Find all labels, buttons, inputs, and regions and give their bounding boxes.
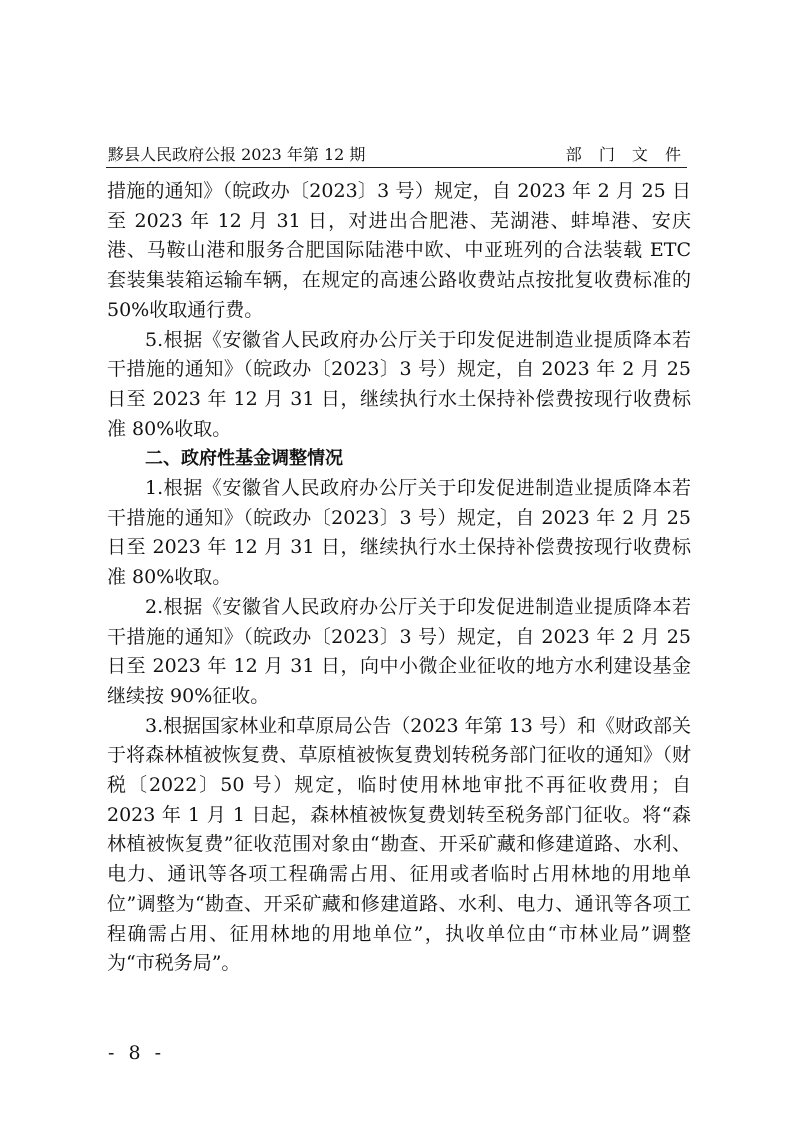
- paragraph-item-3: 3.根据国家林业和草原局公告（2023 年第 13 号）和《财政部关于将森林植被恢复费、草原植被恢复费划转税务部门征收的通知》（财税〔2022〕50 号）规定，临时使用林地审批不再征收费用；自 2023 年 1 月 1 日起，森林植被恢复费划转至税务部门征收。将“森林植被恢复费”征收范围对象由“勘查、开采矿藏和修建道路、水利、电力、通讯等各项工程确需占用、征用或者临时占用林地的用地单位”调整为“勘查、开采矿藏和修建道路、水利、电力、通讯等各项工程确需占用、征用林地的用地单位”，执收单位由“市林业局”调整为“市税务局”。: [107, 714, 691, 975]
- paragraph-item-1: 1.根据《安徽省人民政府办公厅关于印发促进制造业提质降本若干措施的通知》（皖政办〔2023〕3 号）规定，自 2023 年 2 月 25 日至 2023 年 12 月 31 日，继续执行水土保持补偿费按现行收费标准 80%收取。: [107, 477, 691, 589]
- section-heading-government-funds: 二、政府性基金调整情况: [145, 448, 343, 470]
- running-header: [108, 141, 687, 165]
- header-section-title: 部 门 文 件: [565, 145, 687, 164]
- document-body: [107, 177, 691, 979]
- page-number: - 8 -: [108, 1042, 166, 1064]
- paragraph-item-5: 5.根据《安徽省人民政府办公厅关于印发促进制造业提质降本若干措施的通知》（皖政办〔2023〕3 号）规定，自 2023 年 2 月 25 日至 2023 年 12 月 31 日，继续执行水土保持补偿费按现行收费标准 80%收取。: [107, 328, 691, 440]
- paragraph-continuation: 措施的通知》（皖政办〔2023〕3 号）规定，自 2023 年 2 月 25 日至 2023 年 12 月 31 日，对进出合肥港、芜湖港、蚌埠港、安庆港、马鞍山港和服务合肥国际陆港中欧、中亚班列的合法装载 ETC 套装集装箱运输车辆，在规定的高速公路收费站点按批复收费标准的 50%收取通行费。: [107, 180, 691, 321]
- paragraph-item-2: 2.根据《安徽省人民政府办公厅关于印发促进制造业提质降本若干措施的通知》（皖政办〔2023〕3 号）规定，自 2023 年 2 月 25 日至 2023 年 12 月 31 日，向中小微企业征收的地方水利建设基金继续按 90%征收。: [107, 595, 691, 707]
- header-publication-title: 黟县人民政府公报 2023 年第 12 期: [108, 145, 366, 164]
- header-divider: [106, 167, 687, 168]
